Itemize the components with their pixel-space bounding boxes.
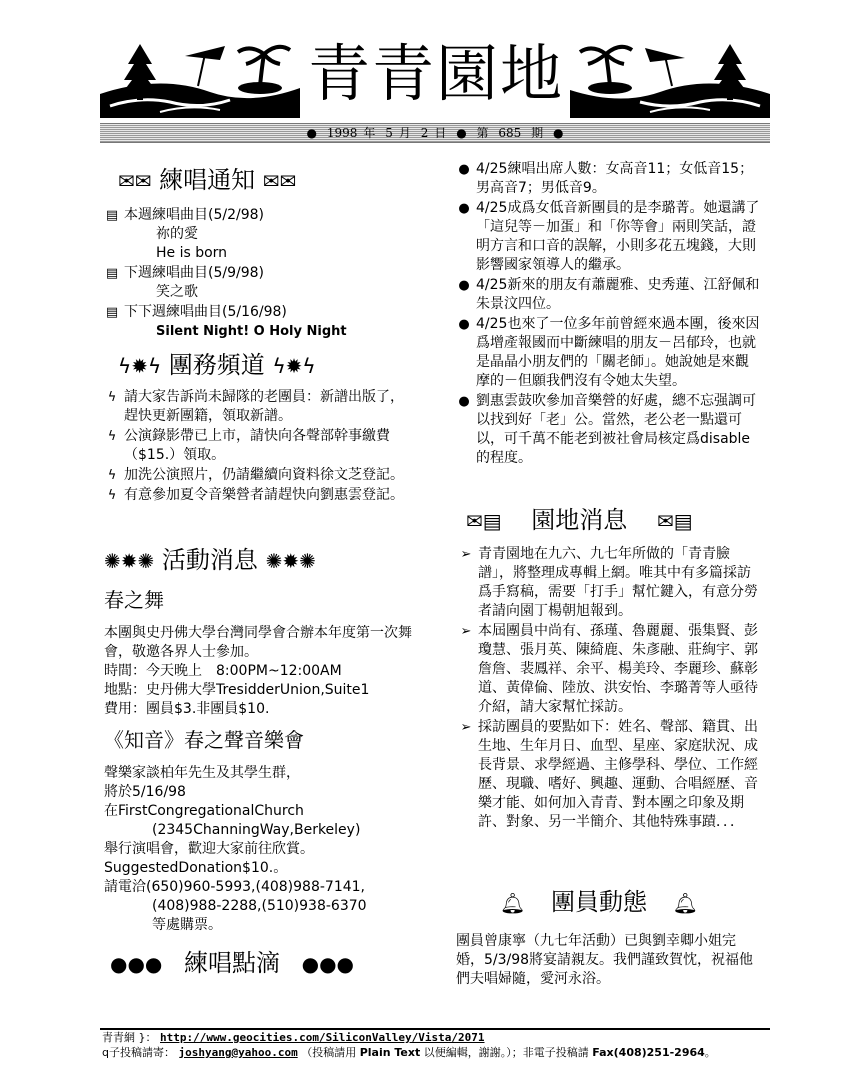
footer-note: 以便編輯，謝謝。）；非電子投稿請 bbox=[423, 1046, 589, 1059]
spider-web-icon: ✺✹✺ bbox=[104, 549, 155, 573]
choir-notice-list bbox=[104, 206, 424, 342]
list-item bbox=[456, 315, 762, 391]
heading-text: 練唱點滴 bbox=[184, 949, 280, 977]
activities-heading bbox=[104, 545, 316, 576]
heading-text: 團務頻道 bbox=[168, 351, 265, 379]
mailbox-icon: ✉✉ bbox=[262, 169, 297, 193]
issue-month-unit: 月 bbox=[398, 126, 411, 140]
footer-website bbox=[102, 1031, 485, 1045]
item-text: 劉惠雲鼓吹參加音樂營的好處，總不忘强調可以找到好「老」公。當然，老公老一點還可以，可千萬不能老到被社會局核定爲disable的程度。 bbox=[476, 393, 756, 466]
song-title: He is born bbox=[156, 245, 228, 261]
masthead bbox=[100, 36, 770, 118]
concert-details bbox=[104, 764, 424, 935]
issue-year: 1998 bbox=[326, 126, 358, 140]
heading-text: 園地消息 bbox=[531, 506, 628, 534]
island-scene-right-icon bbox=[570, 36, 770, 118]
website-link[interactable]: http://www.geocities.com/SiliconValley/Vista/2071 bbox=[160, 1031, 485, 1044]
lightning-icon: ϟ bbox=[107, 429, 117, 444]
mailbox-icon: ✉▤ bbox=[656, 509, 693, 533]
list-item bbox=[104, 486, 414, 505]
bell-icon: 🔔︎ bbox=[500, 891, 526, 915]
item-text: 4/25新來的朋友有蕭麗雅、史秀蓮、江舒佩和朱景汶四位。 bbox=[476, 277, 760, 312]
dance-title: 春之舞 bbox=[104, 588, 164, 612]
dance-intro: 本團與史丹佛大學台灣同學會合辦本年度第一次舞會，敬邀各界人士參加。 bbox=[104, 625, 412, 660]
drops-icon: ●●● bbox=[301, 952, 354, 976]
list-item bbox=[104, 206, 424, 263]
bell-icon: 🔔︎ bbox=[672, 891, 699, 915]
issue-prefix: 第 bbox=[476, 126, 489, 140]
drop-icon: ● bbox=[458, 278, 470, 293]
garden-heading bbox=[466, 505, 693, 536]
issue-month: 5 bbox=[385, 126, 393, 140]
issue-number: 685 bbox=[498, 126, 522, 140]
dance-fee: 費用：團員$3.非團員$10. bbox=[104, 701, 270, 717]
issue-year-unit: 年 bbox=[363, 126, 376, 140]
list-item bbox=[458, 718, 762, 832]
song-title: 祢的愛 bbox=[156, 226, 198, 242]
concert-line: 將於5/16/98 bbox=[104, 784, 186, 800]
footer-submission bbox=[102, 1046, 716, 1060]
item-label: 下週練唱曲目(5/9/98) bbox=[124, 265, 264, 281]
lightning-icon: ϟ✹ϟ bbox=[118, 354, 162, 378]
concert-line: 等處購票。 bbox=[152, 917, 222, 933]
list-item bbox=[104, 388, 414, 426]
issue-suffix: 期 bbox=[531, 126, 544, 140]
dance-details bbox=[104, 624, 414, 719]
arrow-right-icon: ➢ bbox=[460, 547, 472, 562]
list-item bbox=[458, 622, 762, 717]
lightning-icon: ϟ bbox=[107, 468, 117, 483]
notebook-icon: ▤ bbox=[105, 266, 119, 281]
email-label: q子投稿請寄： bbox=[102, 1046, 175, 1059]
affairs-list bbox=[104, 388, 414, 506]
list-item bbox=[456, 160, 762, 198]
list-item bbox=[456, 392, 762, 468]
rehearsal-list bbox=[456, 160, 762, 469]
notebook-icon: ▤ bbox=[105, 305, 119, 320]
plain-text-label: Plain Text bbox=[359, 1046, 421, 1059]
item-label: 下下週練唱曲目(5/16/98) bbox=[124, 304, 287, 320]
issue-bar bbox=[100, 123, 770, 143]
drop-icon: ● bbox=[458, 394, 470, 409]
bullet-icon: ● bbox=[456, 126, 467, 140]
list-item bbox=[104, 466, 414, 485]
fax-number: Fax(408)251-2964 bbox=[592, 1046, 705, 1059]
drop-icon: ● bbox=[458, 317, 470, 332]
concert-line: (408)988-2288,(510)938-6370 bbox=[152, 898, 367, 914]
list-item bbox=[104, 303, 424, 341]
concert-line: SuggestedDonation$10.。 bbox=[104, 860, 288, 876]
dance-time: 時間：今天晚上 8:00PM~12:00AM bbox=[104, 663, 342, 679]
mailbox-icon: ✉✉ bbox=[118, 169, 152, 193]
bullet-icon: ● bbox=[306, 126, 318, 140]
item-text: 4/25成爲女低音新團員的是李璐菁。她還講了「這兒等－加蛋」和「你等會」兩則笑話，證明方言和口音的誤解，小則多花五塊錢，大則影響國家領導人的繼承。 bbox=[476, 200, 760, 273]
masthead-title: 青青園地 bbox=[307, 37, 564, 110]
concert-line: (2345ChanningWay,Berkeley) bbox=[152, 822, 361, 838]
website-label: 青青網 }： bbox=[102, 1031, 157, 1044]
lightning-icon: ϟ bbox=[107, 390, 117, 405]
list-item bbox=[104, 427, 414, 465]
heading-text: 團員動態 bbox=[551, 888, 648, 916]
choir-notice-heading bbox=[118, 165, 296, 196]
garden-list bbox=[458, 545, 762, 833]
item-text: 採訪團員的要點如下：姓名、聲部、籍貫、出生地、生年月日、血型、星座、家庭狀況、成長背景、求學經過、主修學科、學位、工作經歷、現職、嗜好、興趣、運動、合唱經歷、音樂才能、如何加入青青、對本團之印象及期許、對象、另一半簡介、其他特殊事蹟．．． bbox=[478, 719, 758, 830]
issue-day-unit: 日 bbox=[434, 126, 447, 140]
item-text: 請大家告訴尚未歸隊的老團員：新譜出版了，趕快更新團籍，領取新譜。 bbox=[124, 389, 404, 424]
list-item bbox=[458, 545, 762, 621]
members-text: 團員曾康寧（九七年活動）已與劉幸卿小姐完婚，5/3/98將宴請親友。我們謹致賀忱，祝福他們夫唱婦隨，愛河永浴。 bbox=[456, 933, 754, 987]
item-text: 青青園地在九六、九七年所做的「青青臉譜」，將整理成專輯上網。唯其中有多篇採訪爲手寫稿，需要「打手」幫忙鍵入，有意分勞者請向園丁楊朝旭報到。 bbox=[478, 546, 758, 619]
footer-note: （投稿請用 bbox=[301, 1046, 357, 1059]
list-item bbox=[104, 264, 424, 302]
song-title: Silent Night! O Holy Night bbox=[156, 324, 347, 339]
email-link[interactable]: joshyang@yahoo.com bbox=[178, 1046, 298, 1059]
spider-web-icon: ✺✹✺ bbox=[265, 549, 316, 573]
lightning-icon: ϟ bbox=[107, 488, 117, 503]
footer-end: 。 bbox=[704, 1046, 716, 1059]
concert-line: 在FirstCongregationalChurch bbox=[104, 803, 304, 819]
list-item bbox=[456, 199, 762, 275]
island-scene-left-icon bbox=[100, 36, 300, 118]
song-title: 笑之歌 bbox=[156, 284, 198, 300]
item-text: 公演錄影帶已上市，請快向各聲部幹事繳費（$15.）領取。 bbox=[124, 428, 390, 463]
concert-line: 舉行演唱會，歡迎大家前往欣賞。 bbox=[104, 841, 314, 857]
arrow-right-icon: ➢ bbox=[460, 720, 472, 735]
item-text: 4/25也來了一位多年前曾經來過本團，後來因爲增產報國而中斷練唱的朋友－呂郁玲，也就是晶晶小朋友們的「關老師」。她說她是來觀摩的－但願我們沒有令她太失望。 bbox=[476, 316, 760, 389]
issue-day: 2 bbox=[420, 126, 429, 140]
concert-title: 《知音》春之聲音樂會 bbox=[104, 728, 304, 752]
concert-line: 聲樂家談柏年先生及其學生群， bbox=[104, 765, 300, 781]
item-text: 本屆團員中尚有、孫瑾、魯麗麗、張集賢、彭瓊慧、張月英、陳綺鹿、朱彥融、莊絢宇、郭詹詹、裴鳳祥、余平、楊美玲、李麗珍、蘇彰道、黃偉倫、陸放、洪安怡、李璐菁等人亟待介紹，請大家幫忙採訪。 bbox=[478, 623, 758, 715]
list-item bbox=[456, 276, 762, 314]
bullet-icon: ● bbox=[552, 126, 564, 140]
affairs-heading bbox=[118, 350, 316, 381]
lightning-icon: ϟ✹ϟ bbox=[272, 354, 316, 378]
drops-icon: ●●● bbox=[110, 952, 163, 976]
heading-text: 活動消息 bbox=[161, 546, 258, 574]
arrow-right-icon: ➢ bbox=[460, 624, 472, 639]
heading-text: 練唱通知 bbox=[159, 166, 256, 194]
drop-icon: ● bbox=[458, 162, 470, 177]
item-text: 有意參加夏令音樂營者請趕快向劉惠雲登記。 bbox=[124, 487, 404, 503]
concert-line: 請電洽(650)960-5993,(408)988-7141, bbox=[104, 879, 365, 895]
item-text: 4/25練唱出席人數：女高音11；女低音15；男高音7；男低音9。 bbox=[476, 161, 754, 196]
item-text: 加洗公演照片，仍請繼續向資料徐文芝登記。 bbox=[124, 467, 404, 483]
item-label: 本週練唱曲目(5/2/98) bbox=[124, 207, 264, 223]
dance-place: 地點：史丹佛大學TresidderUnion,Suite1 bbox=[104, 682, 370, 698]
drop-icon: ● bbox=[458, 201, 470, 216]
mailbox-icon: ✉▤ bbox=[466, 509, 502, 533]
notebook-icon: ▤ bbox=[105, 208, 119, 223]
footer-divider bbox=[100, 1028, 770, 1030]
rehearsal-heading bbox=[110, 948, 354, 979]
members-heading bbox=[500, 887, 698, 918]
